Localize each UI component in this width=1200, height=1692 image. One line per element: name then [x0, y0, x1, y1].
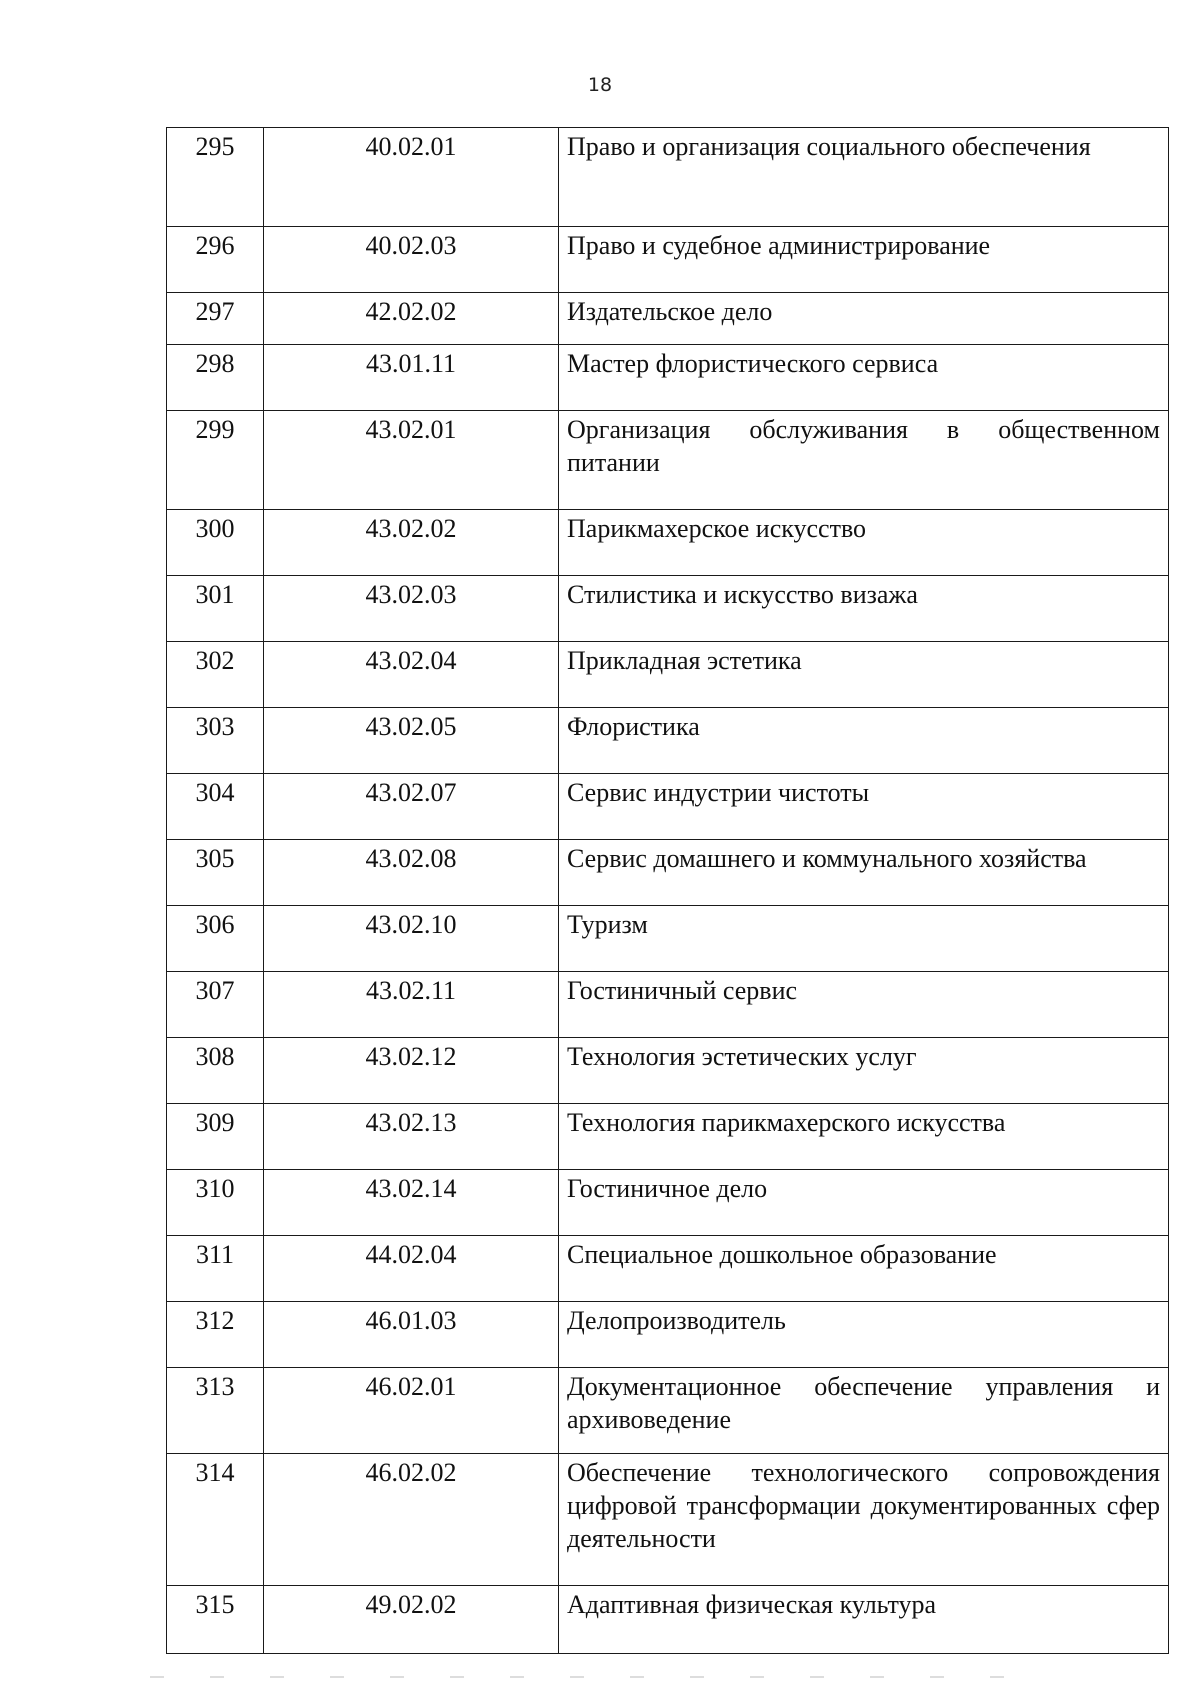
specialty-name: Туризм [559, 906, 1169, 972]
specialty-name: Флористика [559, 708, 1169, 774]
table-row [167, 576, 1169, 642]
table-row [167, 1368, 1169, 1454]
specialty-code: 46.01.03 [264, 1302, 559, 1368]
table-row [167, 510, 1169, 576]
specialty-name: Гостиничный сервис [559, 972, 1169, 1038]
table-row [167, 708, 1169, 774]
row-number: 300 [167, 510, 264, 576]
scan-noise-divider [150, 1676, 1010, 1678]
table-row [167, 293, 1169, 345]
specialty-code: 43.02.01 [264, 411, 559, 510]
row-number: 303 [167, 708, 264, 774]
specialty-code: 40.02.03 [264, 227, 559, 293]
specialty-name: Сервис домашнего и коммунального хозяйства [559, 840, 1169, 906]
specialty-name: Документационное обеспечение управления и архивоведение [559, 1368, 1169, 1454]
table-body [167, 128, 1169, 1654]
row-number: 315 [167, 1586, 264, 1654]
table-row [167, 972, 1169, 1038]
row-number: 295 [167, 128, 264, 227]
specialty-name: Специальное дошкольное образование [559, 1236, 1169, 1302]
specialty-code: 49.02.02 [264, 1586, 559, 1654]
table-row [167, 1454, 1169, 1586]
row-number: 301 [167, 576, 264, 642]
specialty-code: 46.02.01 [264, 1368, 559, 1454]
table-row [167, 906, 1169, 972]
specialty-code: 43.02.14 [264, 1170, 559, 1236]
specialty-name: Сервис индустрии чистоты [559, 774, 1169, 840]
row-number: 299 [167, 411, 264, 510]
specialty-name: Адаптивная физическая культура [559, 1586, 1169, 1654]
specialty-code: 43.02.02 [264, 510, 559, 576]
table-row [167, 1038, 1169, 1104]
specialty-code: 42.02.02 [264, 293, 559, 345]
specialty-code: 40.02.01 [264, 128, 559, 227]
specialty-name: Прикладная эстетика [559, 642, 1169, 708]
specialty-code: 43.02.13 [264, 1104, 559, 1170]
specialty-name: Гостиничное дело [559, 1170, 1169, 1236]
specialty-code: 43.02.05 [264, 708, 559, 774]
row-number: 310 [167, 1170, 264, 1236]
specialty-code: 44.02.04 [264, 1236, 559, 1302]
table-row [167, 774, 1169, 840]
row-number: 305 [167, 840, 264, 906]
specialty-code: 43.02.04 [264, 642, 559, 708]
specialty-name: Издательское дело [559, 293, 1169, 345]
specialty-name: Право и организация социального обеспечения [559, 128, 1169, 227]
specialty-name: Обеспечение технологического сопровождения цифровой трансформации документированных сфер деятельности [559, 1454, 1169, 1586]
specialty-code: 43.02.08 [264, 840, 559, 906]
row-number: 308 [167, 1038, 264, 1104]
specialty-code: 43.02.11 [264, 972, 559, 1038]
specialty-name: Стилистика и искусство визажа [559, 576, 1169, 642]
row-number: 302 [167, 642, 264, 708]
specialty-name: Технология эстетических услуг [559, 1038, 1169, 1104]
specialty-name: Организация обслуживания в общественном питании [559, 411, 1169, 510]
table-row [167, 642, 1169, 708]
row-number: 298 [167, 345, 264, 411]
specialty-name: Право и судебное администрирование [559, 227, 1169, 293]
page-number: 18 [587, 74, 613, 96]
row-number: 296 [167, 227, 264, 293]
table-row [167, 1302, 1169, 1368]
row-number: 312 [167, 1302, 264, 1368]
row-number: 307 [167, 972, 264, 1038]
table-row [167, 227, 1169, 293]
row-number: 309 [167, 1104, 264, 1170]
row-number: 297 [167, 293, 264, 345]
row-number: 313 [167, 1368, 264, 1454]
table-row [167, 411, 1169, 510]
table-row [167, 345, 1169, 411]
specialty-code: 43.02.12 [264, 1038, 559, 1104]
specialty-name: Парикмахерское искусство [559, 510, 1169, 576]
specialty-name: Делопроизводитель [559, 1302, 1169, 1368]
specialty-code: 43.02.03 [264, 576, 559, 642]
table-row [167, 1586, 1169, 1654]
table-row [167, 1170, 1169, 1236]
table-row [167, 840, 1169, 906]
specialty-code: 43.02.10 [264, 906, 559, 972]
row-number: 314 [167, 1454, 264, 1586]
specialty-code: 43.01.11 [264, 345, 559, 411]
specialty-name: Технология парикмахерского искусства [559, 1104, 1169, 1170]
row-number: 311 [167, 1236, 264, 1302]
table-row [167, 128, 1169, 227]
table-row [167, 1236, 1169, 1302]
row-number: 306 [167, 906, 264, 972]
specialty-code: 43.02.07 [264, 774, 559, 840]
table-row [167, 1104, 1169, 1170]
specialties-table [166, 127, 1169, 1654]
specialty-code: 46.02.02 [264, 1454, 559, 1586]
row-number: 304 [167, 774, 264, 840]
specialty-name: Мастер флористического сервиса [559, 345, 1169, 411]
